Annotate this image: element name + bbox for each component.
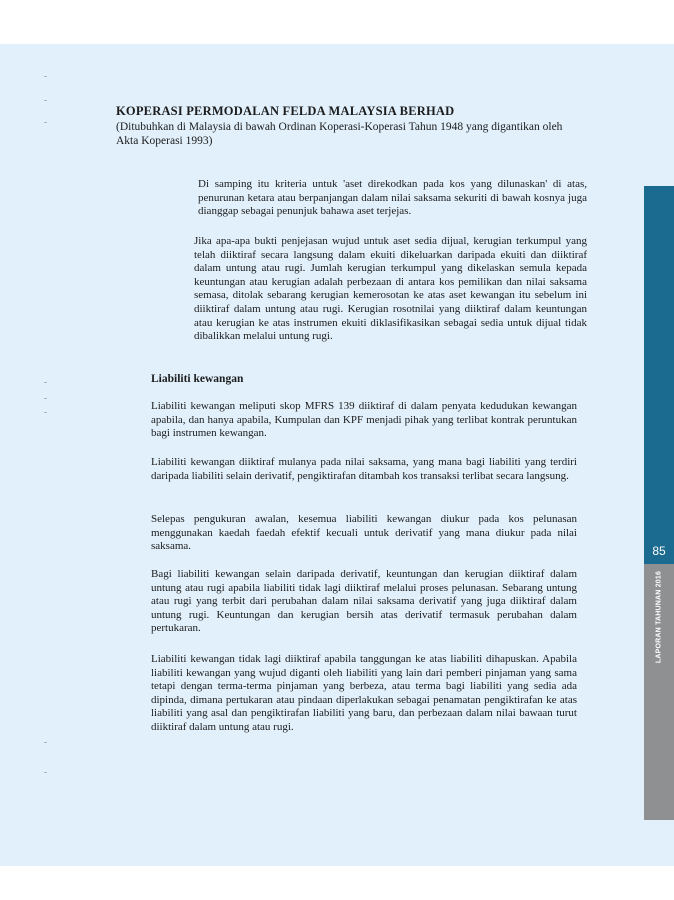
sidebar-blue-band [644,186,674,564]
page-background [0,44,674,866]
margin-tick [44,382,47,383]
margin-tick [44,76,47,77]
paragraph-liabilities-gains-losses: Bagi liabiliti kewangan selain daripada derivatif, keuntungan dan kerugian diiktiraf dalam untung atau rugi apabila liabiliti tidak lagi diiktiraf melalui proses pelunasan. Sebarang untung atau rugi yang terbit dari perubahan dalam nilai saksama derivatif yang juga diiktiraf dalam untung rugi. Keuntungan dan kerugian bersih atas derivatif termasuk perubahan dalam pertukaran. [151,568,577,635]
annual-report-label: LAPORAN TAHUNAN 2016 [655,570,663,664]
paragraph-liabilities-derecognition: Liabiliti kewangan tidak lagi diiktiraf apabila tanggungan ke atas liabiliti dihapuskan. Apabila liabiliti kewangan yang wujud diganti oleh liabiliti yang lain dari pemberi pinjaman yang sama tetapi dengan terma-terma pinjaman yang berbeza, atau terma bagi liabiliti yang sedia ada dipinda, dimana pertukaran atau pindaan diperlakukan sebagai penamatan pengiktirafan ke atas liabiliti yang asal dan pengiktirafan liabiliti yang baru, dan perbezaan dalam nilai bawaan turut diiktiraf dalam untung atau rugi. [151,653,577,733]
paragraph-liabilities-initial-measurement: Liabiliti kewangan diiktiraf mulanya pada nilai saksama, yang mana bagi liabiliti yang terdiri daripada liabiliti selain derivatif, pengiktirafan ditambah kos transaksi terlibat secara langsung. [151,456,577,482]
margin-tick [44,100,47,101]
incorporation-note: (Ditubuhkan di Malaysia di bawah Ordinan Koperasi-Koperasi Tahun 1948 yang digantikan oleh Akta Koperasi 1993) [116,121,563,147]
margin-tick [44,772,47,773]
margin-tick [44,742,47,743]
paragraph-asset-impairment-criteria: Di samping itu kriteria untuk 'aset direkodkan pada kos yang dilunaskan' di atas, penurunan ketara atau berpanjangan dalam nilai saksama sekuriti di bawah kosnya juga dianggap sebagai penunjuk bahawa aset terjejas. [198,178,587,218]
paragraph-liabilities-subsequent-measurement: Selepas pengukuran awalan, kesemua liabiliti kewangan diukur pada kos pelunasan menggunakan kaedah faedah efektif kecuali untuk derivatif yang mana diukur pada nilai saksama. [151,513,577,553]
margin-tick [44,398,47,399]
company-name: KOPERASI PERMODALAN FELDA MALAYSIA BERHAD [116,104,455,118]
page-number: 85 [652,544,666,558]
document-header [116,104,586,148]
paragraph-liabilities-recognition: Liabiliti kewangan meliputi skop MFRS 139 diiktiraf di dalam penyata kedudukan kewangan apabila, dan hanya apabila, Kumpulan dan KPF menjadi pihak yang terlibat kontrak peruntukan bagi instrumen kewangan. [151,400,577,440]
section-heading-financial-liabilities: Liabiliti kewangan [151,373,244,385]
margin-tick [44,122,47,123]
margin-tick [44,412,47,413]
paragraph-available-for-sale-impairment: Jika apa-apa bukti penjejasan wujud untuk aset sedia dijual, kerugian terkumpul yang telah diiktiraf secara langsung dalam ekuiti dikeluarkan daripada ekuiti dan diiktiraf dalam untung atau rugi. Jumlah kerugian terkumpul yang dikelaskan semula kepada keuntungan atau kerugian adalah perbezaan di antara kos pemilikan dan nilai saksama semasa, ditolak sebarang kerugian kemerosotan ke atas aset kewangan itu sebelum ini diiktiraf dalam untung atau rugi. Kerugian rosotnilai yang diiktiraf dalam keuntungan atau kerugian ke atas instrumen ekuiti diklasifikasikan sebagai sedia untuk dijual tidak dibalikkan melalui untung rugi. [194,235,587,343]
